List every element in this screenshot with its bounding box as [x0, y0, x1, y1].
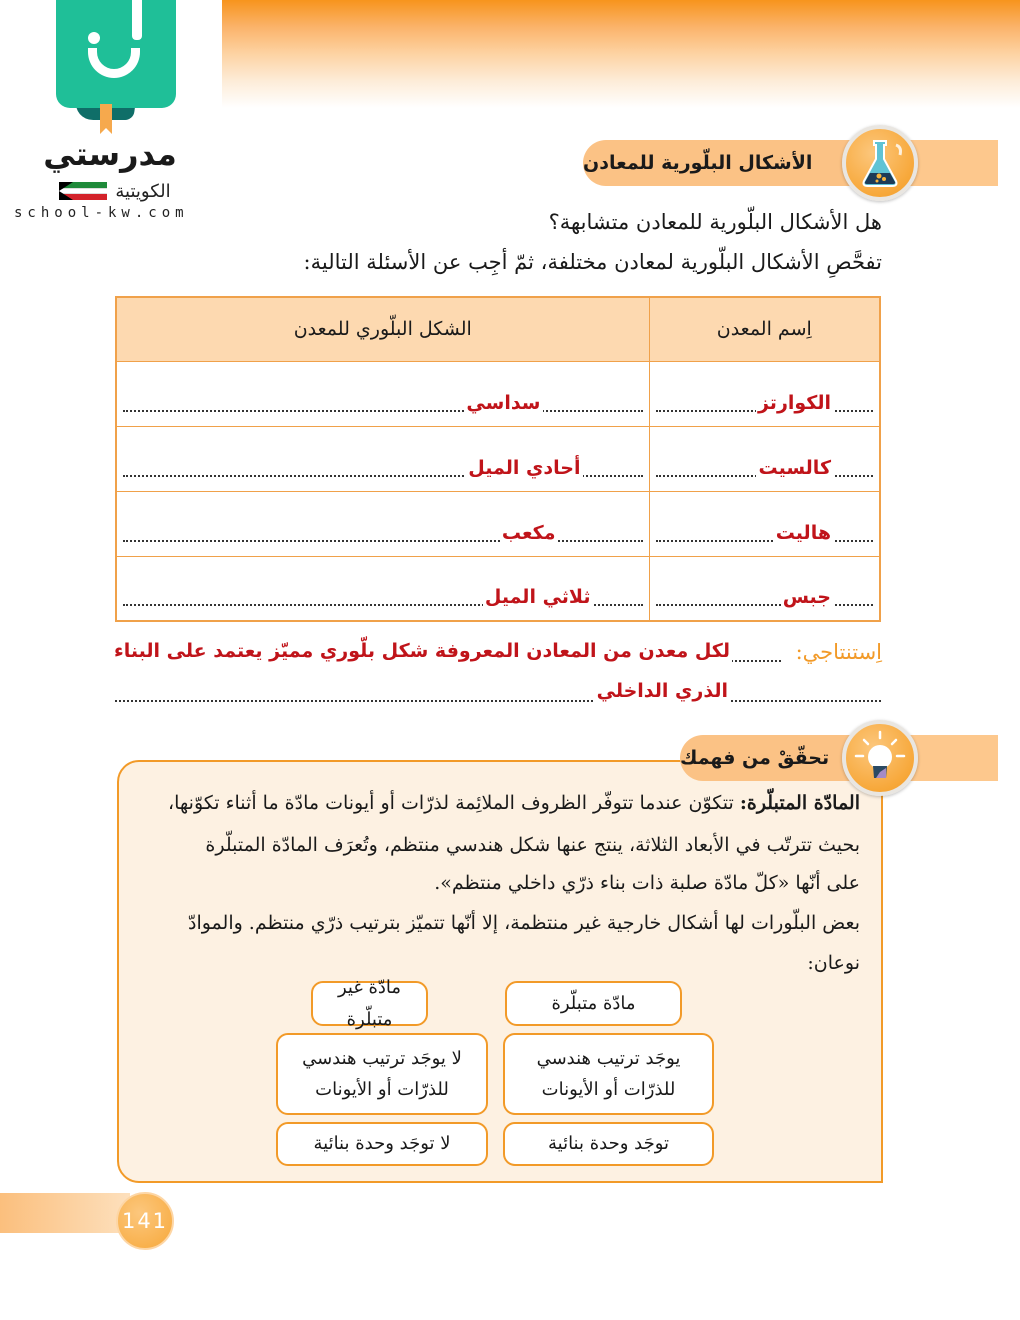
top-gradient-band — [222, 0, 1020, 108]
logo-bar — [132, 0, 142, 40]
logo-dot — [88, 32, 100, 44]
header-crystal-shape: الشكل البلّوري للمعدن — [116, 297, 649, 361]
logo-ribbon-icon — [100, 104, 112, 134]
crystalline-unit: توجَد وحدة بنائية — [547, 1133, 670, 1155]
shape-answer: أحادي الميل — [468, 456, 581, 479]
minerals-table — [115, 296, 881, 622]
amorphous-arrangement-1: لا يوجَد ترتيب هندسي — [302, 1047, 462, 1069]
definition-line-5: نوعان: — [807, 952, 860, 974]
crystalline-unit-box — [503, 1122, 714, 1166]
table-row — [116, 426, 880, 491]
shape-answer: مكعب — [501, 521, 556, 544]
shape-answer-field[interactable] — [123, 578, 643, 606]
mineral-answer-field[interactable] — [656, 384, 874, 412]
crystalline-title-box — [505, 981, 682, 1026]
page-number-band — [0, 1193, 130, 1233]
section-title-text: الأشكال البلّورية للمعادن — [583, 152, 813, 174]
mineral-answer: جبس — [782, 586, 831, 608]
definition-text: تتكوّن عندما تتوفّر الظروف الملائِمة لذرّات أو أيونات مادّة ما أثناء تكوّنها، — [167, 792, 734, 814]
lightbulb-icon — [842, 720, 918, 796]
mineral-answer: كالسيت — [758, 456, 831, 479]
amorphous-title: مادّة غير متبلّرة — [337, 977, 402, 1030]
check-understanding-box — [117, 760, 883, 1183]
crystalline-arrangement-2: للذرّات أو الأيونات — [541, 1079, 676, 1100]
shape-answer-field[interactable] — [123, 449, 643, 477]
mineral-answer-field[interactable] — [656, 514, 874, 542]
shape-answer: ثلاثي الميل — [484, 586, 591, 608]
page-number-text: 141 — [121, 1209, 169, 1233]
logo-url: school-kw.com — [14, 205, 189, 221]
conclusion-answer-line1: لكل معدن من المعادن المعروفة شكل بلّوري مميّز يعتمد على البناء — [114, 640, 730, 662]
definition-line-4: بعض البلّورات لها أشكال خارجية غير منتظمة، إلا أنّها تتميّز بترتيب ذرّي منتظم. والموادّ — [187, 912, 860, 934]
logo — [0, 0, 225, 225]
kuwait-flag-icon — [59, 182, 107, 200]
amorphous-unit-box — [276, 1122, 488, 1166]
table-row — [116, 556, 880, 621]
section-title — [583, 140, 853, 186]
flask-icon — [842, 125, 918, 201]
definition-line-1 — [168, 792, 860, 814]
table-row — [116, 491, 880, 556]
shape-answer-field[interactable] — [123, 514, 643, 542]
amorphous-title-box — [311, 977, 428, 1030]
definition-term: المادّة المتبلّرة: — [739, 792, 860, 814]
logo-name: مدرستي — [43, 135, 177, 173]
mineral-answer-field[interactable] — [656, 578, 874, 606]
header-mineral-name: اِسم المعدن — [649, 297, 880, 361]
section2-title — [680, 735, 855, 781]
section2-title-text: تحقّقْ من فهمك — [680, 747, 830, 769]
crystalline-arrangement-1: يوجَد ترتيب هندسي — [536, 1047, 681, 1069]
question-text: هل الأشكال البلّورية للمعادن متشابهة؟ — [548, 210, 882, 234]
definition-line-2: بحيث تترتّب في الأبعاد الثلاثة، ينتج عنها شكل هندسي منتظم، وتُعرَف المادّة المتبلّرة — [205, 834, 860, 856]
page-number — [116, 1192, 174, 1250]
amorphous-arrangement-box — [276, 1033, 488, 1115]
amorphous-arrangement-2: للذرّات أو الأيونات — [315, 1079, 449, 1100]
instruction-text: تفحَّصِ الأشكال البلّورية لمعادن مختلفة، ثمّ أجِب عن الأسئلة التالية: — [303, 250, 882, 274]
amorphous-unit: لا توجَد وحدة بنائية — [313, 1133, 451, 1155]
mineral-answer: هاليت — [775, 521, 831, 544]
shape-answer-field[interactable] — [123, 384, 643, 412]
mineral-answer: الكوارتز — [757, 391, 831, 414]
conclusion-label: اِستنتاجي: — [795, 640, 882, 664]
conclusion-line-2[interactable] — [115, 700, 881, 702]
logo-country — [40, 180, 190, 202]
definition-line-3: على أنّها «كلّ مادّة صلبة ذات بناء ذرّي داخلي منتظم». — [434, 872, 860, 894]
crystalline-arrangement-box — [503, 1033, 714, 1115]
shape-answer: سداسي — [466, 391, 541, 414]
table-row — [116, 361, 880, 426]
logo-country-text: الكويتية — [115, 180, 171, 202]
crystalline-title: مادّة متبلّرة — [551, 992, 636, 1014]
mineral-answer-field[interactable] — [656, 449, 874, 477]
conclusion-answer-line2: الذري الداخلي — [596, 680, 728, 702]
